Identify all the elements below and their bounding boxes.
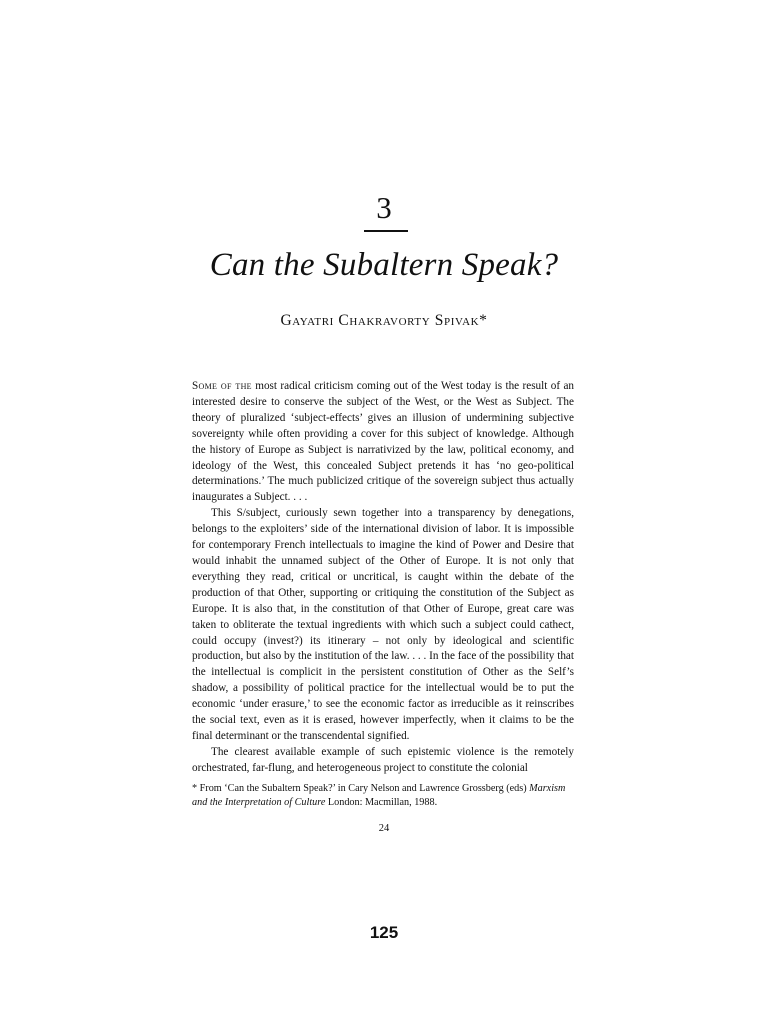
footnote-book-title: Marxism and the Interpretation of Culture [192, 783, 566, 808]
author-name: Gayatri Chakravorty Spivak* [280, 312, 488, 329]
paragraph-1-text: most radical criticism coming out of the West today is the result of an interested desire to conserve the subject of the West, or the West as Subject. The theory of pluralized ‘subject-effects’ gives an illusion of undermining subjective sovereignty while often providing a cover for this subject of knowledge. Although the history of Europe as Subject is narrativized by the law, political economy, and ideology of the West, this concealed Subject pretends it has ‘no geo-political determinations.’ The much publicized critique of the sovereign subject thus actually inaugurates a Subject. . . . [192, 380, 575, 504]
paragraph-3: The clearest available example of such epistemic violence is the remotely orchestrated, far-flung, and heterogeneous project to constitute the colonial [192, 745, 574, 774]
paragraph-1-lead-in: Some of the [192, 380, 252, 392]
footnote-prefix: * From ‘Can the Subaltern Speak?’ in Cary Nelson and Lawrence Grossberg (eds) [192, 783, 530, 794]
chapter-number: 3 [376, 190, 392, 225]
chapter-rule [364, 230, 408, 232]
book-page-number: 24 [378, 823, 390, 834]
paragraph-1 [192, 379, 574, 506]
footnote-suffix: London: Macmillan, 1988. [325, 797, 438, 808]
pdf-page-number: 125 [369, 923, 399, 942]
paragraph-2: This S/subject, curiously sewn together into a transparency by denegations, belongs to the exploiters’ side of the international division of labor. It is impossible for contemporary French intellectuals to imagine the kind of Power and Desire that would inhabit the unnamed subject of the Other of Europe. It is not only that everything they read, critical or uncritical, is caught within the debate of the production of that Other, supporting or critiquing the constitution of the Subject as Europe. It is also that, in the constitution of that Other of Europe, great care was taken to obliterate the textual ingredients with which such a subject could cathect, could occupy (invest?) its itinerary – not only by ideological and scientific production, but also by the institution of the law. . . . In the face of the possibility that the intellectual is complicit in the persistent constitution of Other as the Self’s shadow, a possibility of political practice for the intellectual would be to put the economic ‘under erasure,’ to see the economic factor as irreducible as it reinscribes the social text, even as it is erased, however imperfectly, when it claims to be the final determinant or the transcendental signified. [192, 507, 574, 742]
body-text [192, 379, 574, 777]
chapter-title: Can the Subaltern Speak? [209, 247, 559, 283]
footnote [192, 782, 574, 810]
